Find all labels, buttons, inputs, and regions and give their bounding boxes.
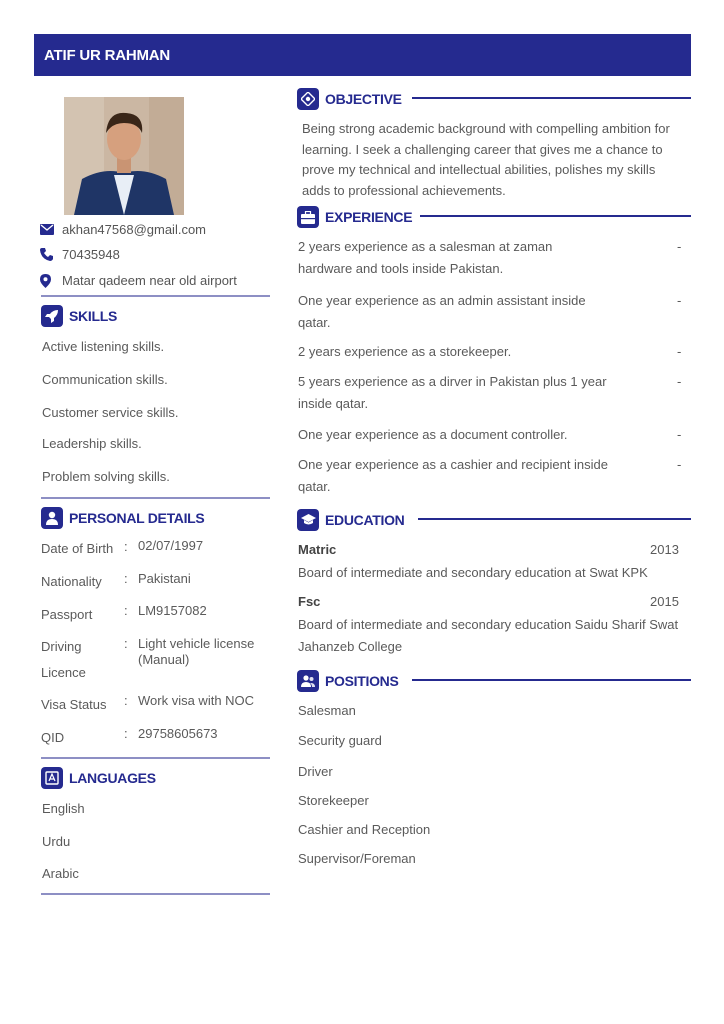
contact-phone[interactable] (40, 247, 120, 262)
experience-dash: - (677, 457, 682, 472)
section-line (420, 215, 691, 217)
driving-licence-value: Light vehicle license (Manual) (138, 636, 255, 667)
divider (41, 893, 270, 895)
language-item: English (42, 801, 85, 816)
rocket-icon (41, 305, 63, 327)
education-degree: Fsc (298, 594, 321, 609)
name-banner (34, 34, 691, 76)
dob-value: 02/07/1997 (138, 538, 204, 553)
address-text: Matar qadeem near old airport (62, 273, 237, 288)
section-line (418, 518, 691, 520)
colon: : (124, 726, 128, 741)
experience-item: 2 years experience as a salesman at zaman hardware and tools inside Pakistan. (298, 239, 553, 276)
experience-dash: - (677, 427, 682, 442)
colon: : (124, 636, 128, 651)
languages-heading (41, 767, 156, 789)
experience-item: One year experience as an admin assistant inside qatar. (298, 293, 586, 330)
experience-item: 2 years experience as a storekeeper. (298, 344, 512, 359)
language-item: Arabic (42, 866, 79, 881)
experience-dash: - (677, 239, 682, 254)
nationality-label: Nationality (41, 574, 102, 589)
section-line (412, 97, 691, 99)
profile-photo (64, 97, 184, 215)
user-icon (41, 507, 63, 529)
language-item: Urdu (42, 834, 71, 849)
passport-label: Passport (41, 607, 93, 622)
experience-dash: - (677, 344, 682, 359)
position-item: Cashier and Reception (298, 822, 431, 837)
divider (41, 497, 270, 499)
experience-title: EXPERIENCE (325, 209, 413, 225)
qid-value: 29758605673 (138, 726, 218, 741)
personal-details-title: PERSONAL DETAILS (69, 510, 205, 526)
skill-item: Communication skills. (42, 372, 168, 387)
person-portrait-icon (64, 97, 184, 215)
colon: : (124, 693, 128, 708)
nationality-value: Pakistani (138, 571, 191, 586)
phone-icon (40, 248, 56, 261)
visa-status-value: Work visa with NOC (138, 693, 255, 708)
skills-heading (41, 305, 117, 327)
experience-dash: - (677, 374, 682, 389)
section-line (412, 679, 691, 681)
personal-details-heading (41, 507, 204, 529)
skill-item: Customer service skills. (42, 405, 179, 420)
candidate-name: ATIF UR RAHMAN (44, 46, 171, 64)
briefcase-icon (297, 206, 319, 228)
education-title: EDUCATION (325, 512, 405, 528)
experience-item: One year experience as a document controller. (298, 427, 568, 442)
position-item: Storekeeper (298, 793, 369, 808)
education-description: Board of intermediate and secondary education at Swat KPK (298, 565, 648, 580)
qid-label: QID (41, 730, 65, 745)
positions-title: POSITIONS (325, 673, 399, 689)
position-item: Security guard (298, 733, 382, 748)
colon: : (124, 571, 128, 586)
experience-item: 5 years experience as a dirver in Pakistan plus 1 year inside qatar. (298, 374, 607, 411)
colon: : (124, 539, 128, 554)
position-item: Supervisor/Foreman (298, 851, 416, 866)
skill-item: Problem solving skills. (42, 469, 170, 484)
divider (41, 295, 270, 297)
email-text: akhan47568@gmail.com (62, 222, 207, 237)
users-icon (297, 670, 319, 692)
objective-heading (297, 88, 402, 110)
passport-value: LM9157082 (138, 603, 207, 618)
education-heading (297, 509, 404, 531)
contact-email[interactable] (40, 222, 206, 237)
visa-status-label: Visa Status (41, 697, 107, 712)
language-book-icon (41, 767, 63, 789)
skill-item: Active listening skills. (42, 339, 165, 354)
objective-title: OBJECTIVE (325, 91, 402, 107)
graduation-cap-icon (297, 509, 319, 531)
envelope-icon (40, 224, 56, 235)
objective-text: Being strong academic background with compelling ambition for learning. I seek a challenging career that gives me a chance to prove my technical and intellectual abilities, polishes my skills adds to professional achievements. (302, 121, 670, 198)
languages-title: LANGUAGES (69, 770, 156, 786)
location-pin-icon (40, 274, 56, 288)
skill-item: Leadership skills. (42, 436, 142, 451)
target-icon (297, 88, 319, 110)
phone-text: 70435948 (62, 247, 120, 262)
driving-licence-label: Driving Licence (41, 639, 86, 680)
position-item: Driver (298, 764, 333, 779)
dob-label: Date of Birth (41, 541, 114, 556)
experience-heading (297, 206, 412, 228)
contact-address (40, 273, 237, 288)
education-description: Board of intermediate and secondary education Saidu Sharif Swat Jahanzeb College (298, 617, 679, 654)
positions-heading (297, 670, 399, 692)
skills-title: SKILLS (69, 308, 117, 324)
education-degree: Matric (298, 542, 337, 557)
experience-dash: - (677, 293, 682, 308)
position-item: Salesman (298, 703, 356, 718)
colon: : (124, 603, 128, 618)
education-year: 2015 (650, 594, 679, 609)
experience-item: One year experience as a cashier and recipient inside qatar. (298, 457, 609, 494)
divider (41, 757, 270, 759)
education-year: 2013 (650, 542, 679, 557)
